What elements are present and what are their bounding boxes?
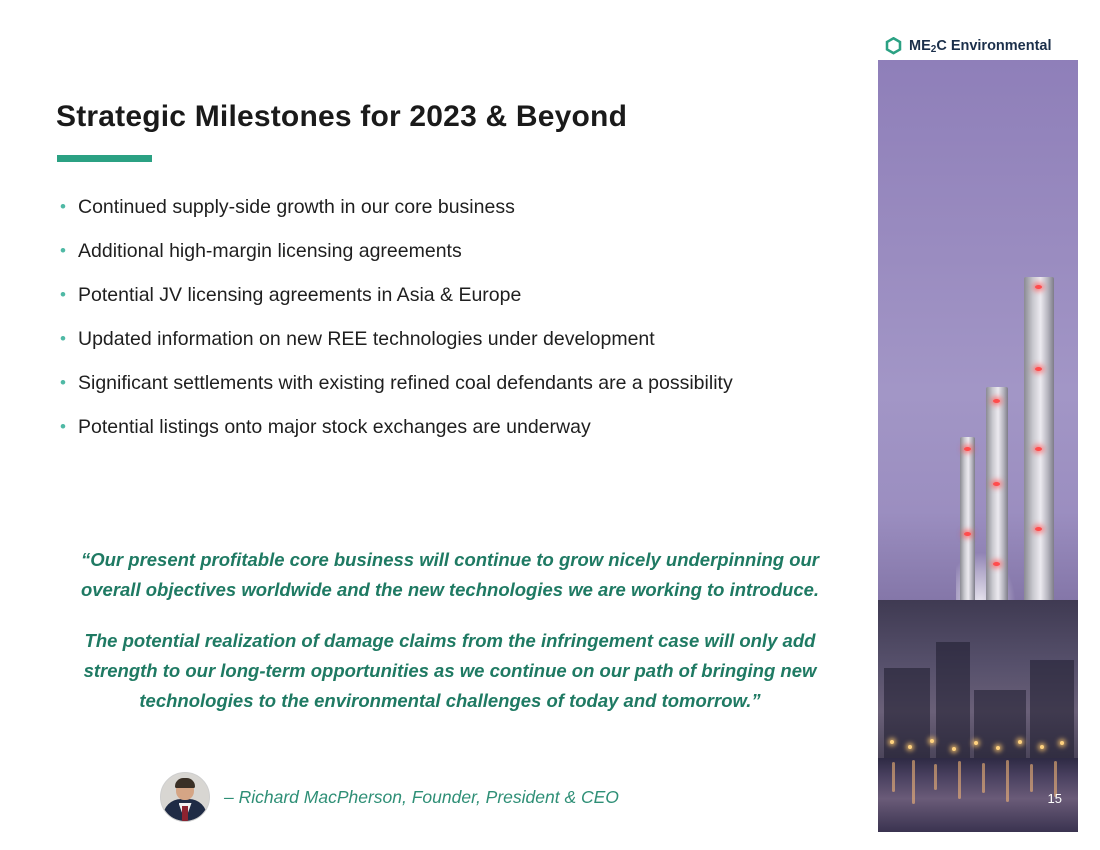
stack-light-icon — [964, 447, 971, 451]
list-item-label: Updated information on new REE technologies under development — [78, 328, 655, 350]
list-item-label: Potential listings onto major stock exchanges are underway — [78, 416, 591, 438]
bullet-marker-icon: • — [60, 241, 66, 260]
stack-light-icon — [1035, 527, 1042, 531]
avatar-tie-shape — [182, 806, 188, 821]
stack-light-icon — [1035, 285, 1042, 289]
list-item — [56, 328, 866, 350]
page-title: Strategic Milestones for 2023 & Beyond — [56, 100, 628, 133]
bullet-marker-icon: • — [60, 285, 66, 304]
list-item-label: Significant settlements with existing refined coal defendants are a possibility — [78, 372, 733, 394]
page-number: 15 — [1047, 791, 1062, 806]
list-item — [56, 196, 866, 218]
avatar — [160, 772, 210, 822]
bullet-list — [56, 196, 866, 460]
stack-light-icon — [964, 532, 971, 536]
list-item-label: Continued supply-side growth in our core business — [78, 196, 515, 218]
hexagon-ring-icon — [884, 37, 903, 56]
list-item — [56, 416, 866, 438]
bullet-marker-icon: • — [60, 417, 66, 436]
list-item-label: Additional high-margin licensing agreements — [78, 240, 462, 262]
attribution-label: – Richard MacPherson, Founder, President & CEO — [224, 786, 619, 807]
stack-light-icon — [993, 562, 1000, 566]
title-underline-rule — [57, 155, 152, 162]
bullet-marker-icon: • — [60, 329, 66, 348]
list-item — [56, 240, 866, 262]
bullet-marker-icon: • — [60, 197, 66, 216]
stack-light-icon — [993, 482, 1000, 486]
list-item — [56, 372, 866, 394]
brand-logo — [878, 32, 1078, 60]
quote-paragraph-1: “Our present profitable core business will continue to grow nicely underpinning our overall objectives worldwide and the new technologies we are working to introduce. — [80, 549, 820, 600]
avatar-hair-shape — [175, 778, 195, 788]
list-item-label: Potential JV licensing agreements in Asia & Europe — [78, 284, 522, 306]
plant-lights — [878, 736, 1078, 756]
brand-name-label: $ME_2C$ Environmental — [909, 37, 1052, 55]
bullet-marker-icon: • — [60, 373, 66, 392]
quote-paragraph-2: The potential realization of damage claims from the infringement case will only add strength to our long-term opportunities as we continue on our path of bringing new technologies to the environmental challenges of today and tomorrow.” — [83, 630, 817, 711]
quote-block — [70, 545, 830, 716]
stack-light-icon — [1035, 367, 1042, 371]
stack-light-icon — [1035, 447, 1042, 451]
stack-light-icon — [993, 399, 1000, 403]
quote-attribution — [160, 772, 619, 822]
power-plant-photo — [878, 32, 1078, 832]
list-item — [56, 284, 866, 306]
